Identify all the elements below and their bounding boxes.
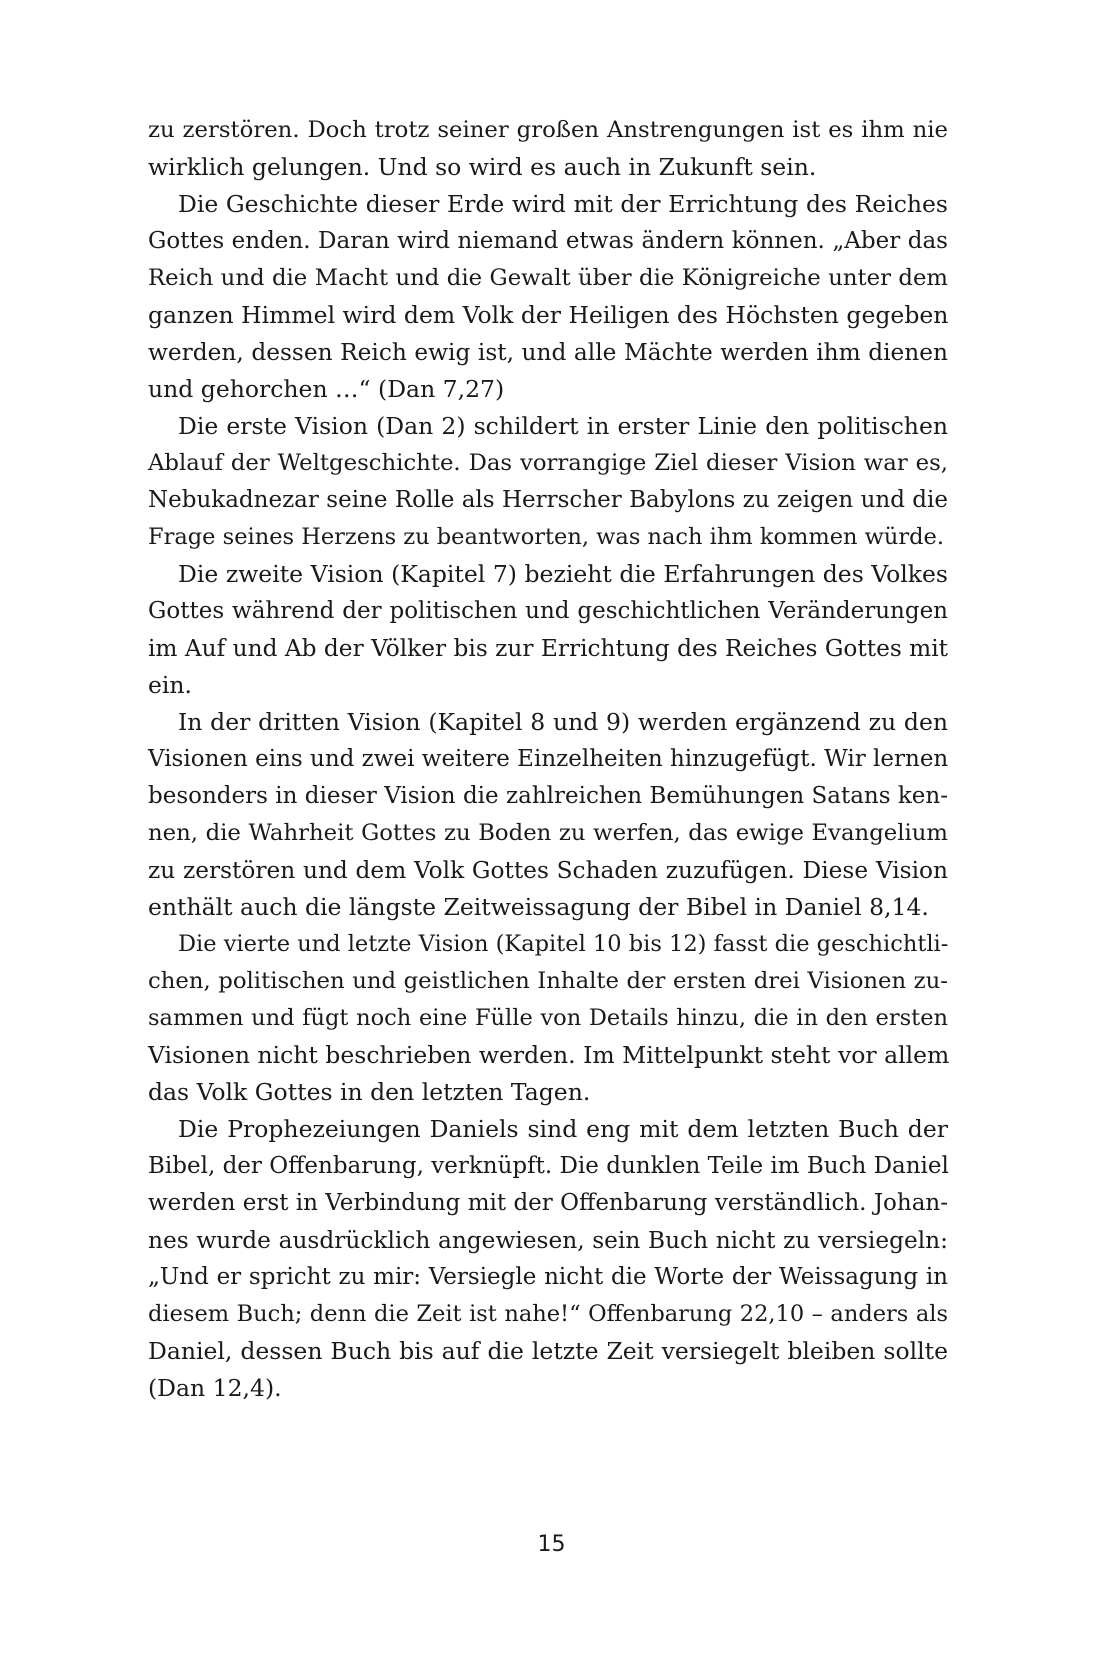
text-line: chen, politischen und geistlichen Inhalte der ersten drei Visionen zu- — [148, 968, 948, 994]
text-line: (Dan 12,4). — [148, 1374, 282, 1402]
text-line: im Auf und Ab der Völker bis zur Errichtung des Reiches Gottes mit — [148, 635, 948, 662]
text-line: Bibel, der Offenbarung, verknüpft. Die dunklen Teile im Buch Daniel — [148, 1153, 949, 1179]
text-line: Visionen nicht beschrieben werden. Im Mittelpunkt steht vor allem — [148, 1041, 950, 1069]
text-line: Die vierte und letzte Vision (Kapitel 10 bis 12) fasst die geschichtli- — [178, 931, 949, 957]
page-number: 15 — [537, 1532, 566, 1557]
text-line: nen, die Wahrheit Gottes zu Boden zu werfen, das ewige Evangelium — [148, 820, 948, 846]
text-line: Visionen eins und zwei weitere Einzelheiten hinzugefügt. Wir lernen — [148, 746, 949, 772]
body-text — [148, 112, 948, 1407]
text-line: Die Geschichte dieser Erde wird mit der Errichtung des Reiches — [178, 190, 948, 218]
text-line: werden, dessen Reich ewig ist, und alle Mächte werden ihm dienen — [148, 339, 948, 366]
text-line: Frage seines Herzens zu beantworten, was nach ihm kommen würde. — [148, 524, 945, 550]
text-line: sammen und fügt noch eine Fülle von Details hinzu, die in den ersten — [148, 1005, 948, 1031]
text-line: In der dritten Vision (Kapitel 8 und 9) werden ergänzend zu den — [178, 708, 948, 736]
text-line: enthält auch die längste Zeitweissagung der Bibel in Daniel 8,14. — [148, 893, 929, 921]
text-line: zu zerstören. Doch trotz seiner großen Anstrengungen ist es ihm nie — [148, 117, 948, 143]
text-line: Die Prophezeiungen Daniels sind eng mit dem letzten Buch der — [178, 1115, 948, 1143]
text-line: das Volk Gottes in den letzten Tagen. — [148, 1078, 591, 1106]
text-line: besonders in dieser Vision die zahlreichen Bemühungen Satans ken- — [148, 783, 948, 809]
text-line: nes wurde ausdrücklich angewiesen, sein Buch nicht zu versiegeln: — [148, 1227, 948, 1254]
text-line: Daniel, dessen Buch bis auf die letzte Zeit versiegelt bleiben sollte — [148, 1337, 948, 1365]
text-line: diesem Buch; denn die Zeit ist nahe!“ Offenbarung 22,10 – anders als — [148, 1301, 948, 1327]
text-line: Ablauf der Weltgeschichte. Das vorrangige Ziel dieser Vision war es, — [148, 450, 948, 476]
text-line: Nebukadnezar seine Rolle als Herrscher Babylons zu zeigen und die — [148, 487, 948, 513]
text-line: zu zerstören und dem Volk Gottes Schaden zuzufügen. Diese Vision — [148, 857, 948, 884]
text-line: wirklich gelungen. Und so wird es auch in Zukunft sein. — [148, 153, 817, 181]
text-line: Gottes während der politischen und geschichtlichen Veränderungen — [148, 598, 948, 624]
text-line: Gottes enden. Daran wird niemand etwas ändern können. „Aber das — [148, 228, 948, 254]
text-line: ganzen Himmel wird dem Volk der Heiligen des Höchsten gegeben — [148, 301, 949, 329]
text-line: Die zweite Vision (Kapitel 7) bezieht die Erfahrungen des Volkes — [178, 560, 948, 588]
text-line: ein. — [148, 671, 193, 699]
text-line: Reich und die Macht und die Gewalt über die Königreiche unter dem — [148, 265, 948, 291]
text-line: Die erste Vision (Dan 2) schildert in erster Linie den politischen — [178, 412, 948, 440]
text-line: werden erst in Verbindung mit der Offenbarung verständlich. Johan- — [148, 1190, 948, 1216]
text-line: „Und er spricht zu mir: Versiegle nicht die Worte der Weissagung in — [148, 1264, 948, 1290]
text-line: und gehorchen …“ (Dan 7,27) — [148, 375, 505, 403]
